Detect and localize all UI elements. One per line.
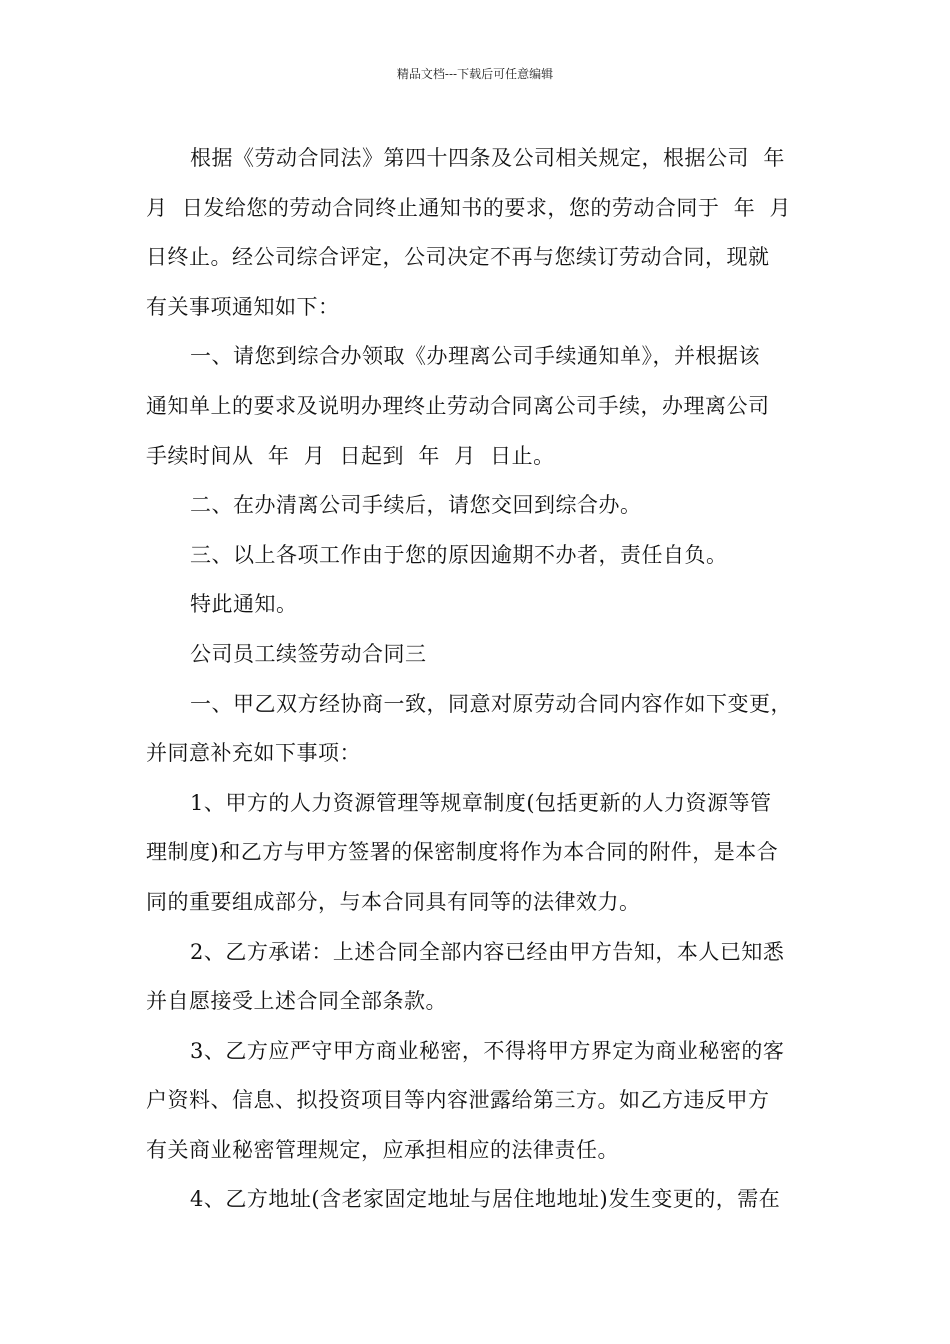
text-line: 户资料、信息、拟投资项目等内容泄露给第三方。如乙方违反甲方 xyxy=(146,1088,770,1113)
text-line: 并同意补充如下事项： xyxy=(146,741,361,766)
text-line: 1、甲方的人力资源管理等规章制度(包括更新的人力资源等管 xyxy=(190,790,772,815)
text-line: 4、乙方地址(含老家固定地址与居住地地址)发生变更的，需在 xyxy=(190,1187,781,1212)
text-line: 2、乙方承诺：上述合同全部内容已经由甲方告知，本人已知悉 xyxy=(190,939,785,964)
text-line: 日终止。经公司综合评定，公司决定不再与您续订劳动合同，现就 xyxy=(146,245,770,270)
text-line: 一、请您到综合办领取《办理离公司手续通知单》，并根据该 xyxy=(190,344,760,369)
text-line: 根据《劳动合同法》第四十四条及公司相关规定，根据公司 年 xyxy=(190,146,785,170)
text-line: 理制度)和乙方与甲方签署的保密制度将作为本合同的附件，是本合 xyxy=(146,840,779,865)
text-line: 手续时间从 年 月 日起到 年 月 日止。 xyxy=(146,443,555,468)
text-line: 一、甲乙双方经协商一致，同意对原劳动合同内容作如下变更， xyxy=(190,691,792,716)
text-line: 公司员工续签劳动合同三 xyxy=(190,641,427,666)
text-line: 通知单上的要求及说明办理终止劳动合同离公司手续，办理离公司 xyxy=(146,393,770,418)
page-header: 精品文档---下载后可任意编辑 xyxy=(396,67,554,81)
document-body xyxy=(146,134,811,1225)
text-line: 有关商业秘密管理规定，应承担相应的法律责任。 xyxy=(146,1137,619,1162)
text-line: 有关事项通知如下： xyxy=(146,294,340,319)
text-line: 特此通知。 xyxy=(190,592,298,617)
text-line: 同的重要组成部分，与本合同具有同等的法律效力。 xyxy=(146,889,641,914)
text-line: 月 日发给您的劳动合同终止通知书的要求，您的劳动合同于 年 月 xyxy=(146,195,792,220)
text-line: 3、乙方应严守甲方商业秘密，不得将甲方界定为商业秘密的客 xyxy=(190,1038,785,1063)
text-line: 三、以上各项工作由于您的原因逾期不办者，责任自负。 xyxy=(190,542,728,567)
text-line: 并自愿接受上述合同全部条款。 xyxy=(146,989,447,1014)
text-line: 二、在办清离公司手续后，请您交回到综合办。 xyxy=(190,493,642,518)
